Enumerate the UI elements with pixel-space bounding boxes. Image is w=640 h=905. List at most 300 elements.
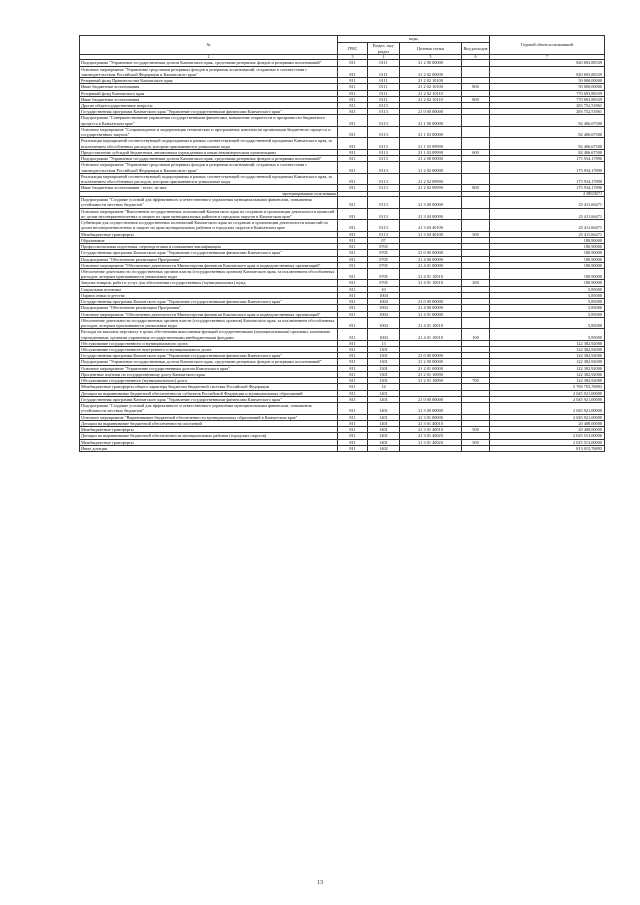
row-expense-type bbox=[462, 115, 490, 126]
row-amount: 5,85000 bbox=[490, 286, 605, 292]
row-amount: 5,85000 bbox=[490, 299, 605, 305]
row-section: 0111 bbox=[368, 78, 400, 84]
row-grbs: 811 bbox=[338, 280, 368, 286]
header-colnum-4: 4 bbox=[368, 55, 400, 60]
row-target-article: 21 2 02 09990 bbox=[400, 185, 462, 191]
row-section: 1401 bbox=[368, 414, 400, 420]
table-row bbox=[80, 173, 605, 184]
row-grbs: 811 bbox=[338, 96, 368, 102]
row-grbs: 811 bbox=[338, 231, 368, 237]
header-csr: Целевая статья bbox=[400, 43, 462, 55]
row-expense-type: 800 bbox=[462, 185, 490, 191]
row-section: 0111 bbox=[368, 60, 400, 66]
row-target-article: 21 3 01 40010 bbox=[400, 420, 462, 426]
row-name: Государственная программа Камчатского края "Управление государственными финансами Камчатского края" bbox=[80, 396, 338, 402]
row-name: Государственная программа Камчатского края "Управление государственными финансами Камчатского края" bbox=[80, 109, 338, 115]
row-name: Обеспечение деятельности государственных органов власти (государственных органов) Камчатского края, за исключением обособленных расходов, которым присваиваются уникальные коды bbox=[80, 317, 338, 328]
page-number: 13 bbox=[317, 880, 323, 886]
row-grbs: 811 bbox=[338, 109, 368, 115]
row-name: Предоставление субсидий бюджетным, автономным учреждениям и иным некоммерческим организациям bbox=[80, 149, 338, 155]
row-name: Расходы на выплаты персоналу в целях обеспечения выполнения функций государственными (муниципальными) органами, казенными учреждениями, органами управления государственными внебюджетными фондами bbox=[80, 329, 338, 340]
row-section: 1301 bbox=[368, 371, 400, 377]
row-grbs: 811 bbox=[338, 439, 368, 445]
row-amount: 180,90000 bbox=[490, 262, 605, 268]
row-target-article: 21 3 04 40100 bbox=[400, 220, 462, 231]
row-expense-type: 800 bbox=[462, 96, 490, 102]
row-target-article: 21 4 01 00000 bbox=[400, 262, 462, 268]
row-target-article: 21 4 01 10010 bbox=[400, 317, 462, 328]
row-section: 0113 bbox=[368, 173, 400, 184]
row-target-article: 21 0 00 00000 bbox=[400, 299, 462, 305]
row-section: 1401 bbox=[368, 439, 400, 445]
row-target-article: 21 0 00 00000 bbox=[400, 353, 462, 359]
row-target-article: 21 1 00 00000 bbox=[400, 115, 462, 126]
row-expense-type bbox=[462, 208, 490, 219]
row-expense-type bbox=[462, 126, 490, 137]
header-colnum-6: 6 bbox=[462, 55, 490, 60]
row-target-article: 21 4 01 10010 bbox=[400, 280, 462, 286]
row-name: Иные дотации bbox=[80, 445, 338, 451]
table-row bbox=[80, 197, 605, 208]
row-name: Основное мероприятие "Управление государственным долгом Камчатского края" bbox=[80, 365, 338, 371]
row-name: Иные бюджетные ассигнования bbox=[80, 96, 338, 102]
row-amount: 122 382,92000 bbox=[490, 365, 605, 371]
row-name: Подпрограмма "Управление государственным долгом Камчатского края, средствами резервных фондов и резервами ассигнований" bbox=[80, 60, 338, 66]
row-expense-type bbox=[462, 220, 490, 231]
budget-table-sheet bbox=[79, 35, 604, 452]
row-grbs: 811 bbox=[338, 365, 368, 371]
row-name: Иные бюджетные ассигнования - всего, из них: bbox=[80, 185, 338, 191]
row-amount: 82 406,67500 bbox=[490, 138, 605, 149]
row-target-article: 21 1 03 09990 bbox=[400, 149, 462, 155]
row-amount: 4 389,03071 bbox=[490, 191, 605, 197]
row-name: Подпрограмма "Обеспечение реализации Программы" bbox=[80, 305, 338, 311]
row-grbs: 811 bbox=[338, 156, 368, 162]
table-row bbox=[80, 162, 605, 173]
row-name: Закупка товаров, работ и услуг для обеспечения государственных (муниципальных) нужд bbox=[80, 280, 338, 286]
row-name: Подпрограмма "Управление государственным долгом Камчатского края, средствами резервных фондов и резервами ассигнований" bbox=[80, 359, 338, 365]
row-name: Иные бюджетные ассигнования bbox=[80, 84, 338, 90]
row-amount: 25 411,66471 bbox=[490, 197, 605, 208]
row-section: 1401 bbox=[368, 396, 400, 402]
row-grbs: 811 bbox=[338, 347, 368, 353]
row-amount: 122 382,92000 bbox=[490, 340, 605, 346]
row-section: 0111 bbox=[368, 96, 400, 102]
row-section: 0113 bbox=[368, 162, 400, 173]
row-grbs: 811 bbox=[338, 237, 368, 243]
row-grbs: 811 bbox=[338, 305, 368, 311]
row-name: Дотации на выравнивание бюджетной обеспеченности муниципальных районов (городских округов) bbox=[80, 433, 338, 439]
row-section: 14 bbox=[368, 384, 400, 390]
row-target-article: 21 2 01 10090 bbox=[400, 371, 462, 377]
row-section: 1004 bbox=[368, 311, 400, 317]
row-section: 1301 bbox=[368, 359, 400, 365]
row-amount: 175 934,17890 bbox=[490, 162, 605, 173]
row-grbs: 811 bbox=[338, 250, 368, 256]
row-amount: 20 408,00000 bbox=[490, 427, 605, 433]
row-section: 1401 bbox=[368, 427, 400, 433]
row-section: 1401 bbox=[368, 403, 400, 414]
row-target-article: 21 2 02 10110 bbox=[400, 90, 462, 96]
row-target-article bbox=[400, 445, 462, 451]
row-grbs: 811 bbox=[338, 262, 368, 268]
row-expense-type bbox=[462, 268, 490, 279]
row-name: Дотации на выравнивание бюджетной обеспеченности субъектов Российской Федерации и муниципальных образований bbox=[80, 390, 338, 396]
row-name: Обслуживание государственного и муниципального долга bbox=[80, 340, 338, 346]
row-target-article: 21 1 03 09990 bbox=[400, 138, 462, 149]
header-sum: Годовой объем ассигнований bbox=[490, 36, 605, 55]
row-expense-type bbox=[462, 403, 490, 414]
row-expense-type bbox=[462, 173, 490, 184]
row-section: 0705 bbox=[368, 250, 400, 256]
row-target-article: 21 3 04 40100 bbox=[400, 231, 462, 237]
row-grbs: 811 bbox=[338, 433, 368, 439]
row-amount: 5 769 703,76893 bbox=[490, 384, 605, 390]
row-grbs: 811 bbox=[338, 185, 368, 191]
row-target-article: 21 0 00 00000 bbox=[400, 396, 462, 402]
row-name: Обслуживание государственного (муниципального) долга bbox=[80, 378, 338, 384]
row-grbs: 811 bbox=[338, 90, 368, 96]
row-expense-type bbox=[462, 197, 490, 208]
row-amount: 82 406,67500 bbox=[490, 115, 605, 126]
row-amount: 2 045 921,00000 bbox=[490, 403, 605, 414]
row-grbs: 811 bbox=[338, 103, 368, 109]
row-section: 1301 bbox=[368, 353, 400, 359]
row-section: 0705 bbox=[368, 244, 400, 250]
row-target-article: 21 2 02 00000 bbox=[400, 162, 462, 173]
table-row bbox=[80, 126, 605, 137]
row-amount: 82 406,67500 bbox=[490, 126, 605, 137]
row-section: 0113 bbox=[368, 149, 400, 155]
row-grbs: 811 bbox=[338, 317, 368, 328]
row-expense-type bbox=[462, 162, 490, 173]
row-target-article: 21 4 01 00000 bbox=[400, 311, 462, 317]
table-row bbox=[80, 208, 605, 219]
header-colnum-3: 3 bbox=[338, 55, 368, 60]
row-name: Основное мероприятие "Выполнение государственных полномочий Камчатского края по созданию и организации деятельности комиссий по делам несовершеннолетних и защите их прав муниципальных районов и городских округов в Камчатском крае" bbox=[80, 208, 338, 219]
row-section: 0111 bbox=[368, 84, 400, 90]
row-grbs: 811 bbox=[338, 378, 368, 384]
row-expense-type: 600 bbox=[462, 149, 490, 155]
header-colnum-2: 2 bbox=[80, 55, 338, 60]
row-grbs: 811 bbox=[338, 329, 368, 340]
row-section: 0113 bbox=[368, 138, 400, 149]
row-section: 1301 bbox=[368, 347, 400, 353]
row-section: 13 bbox=[368, 340, 400, 346]
row-amount: 50 000,00000 bbox=[490, 84, 605, 90]
row-expense-type: 500 bbox=[462, 427, 490, 433]
row-expense-type: 100 bbox=[462, 329, 490, 340]
row-name: Межбюджетные трансферты bbox=[80, 439, 338, 445]
row-target-article: 21 2 00 00000 bbox=[400, 60, 462, 66]
budget-table bbox=[79, 35, 605, 452]
row-expense-type: 500 bbox=[462, 439, 490, 445]
row-section: 0111 bbox=[368, 90, 400, 96]
row-target-article: 21 2 00 00000 bbox=[400, 156, 462, 162]
row-name: Государственная программа Камчатского края "Управление государственными финансами Камчатского края" bbox=[80, 299, 338, 305]
row-section: 0113 bbox=[368, 185, 400, 191]
row-section: 0113 bbox=[368, 156, 400, 162]
row-section: 0113 bbox=[368, 109, 400, 115]
row-grbs: 811 bbox=[338, 311, 368, 317]
row-target-article: 21 3 01 40020 bbox=[400, 439, 462, 445]
row-amount: 25 411,66471 bbox=[490, 208, 605, 219]
row-amount: 283 752,51861 bbox=[490, 103, 605, 109]
table-row bbox=[80, 329, 605, 340]
row-amount: 122 382,92000 bbox=[490, 347, 605, 353]
row-amount: 5,85000 bbox=[490, 292, 605, 298]
row-grbs: 811 bbox=[338, 403, 368, 414]
row-amount: 180,90000 bbox=[490, 237, 605, 243]
row-amount: 25 411,66471 bbox=[490, 231, 605, 237]
row-amount: 175 934,17890 bbox=[490, 156, 605, 162]
row-grbs: 811 bbox=[338, 340, 368, 346]
row-target-article: 21 3 01 00000 bbox=[400, 414, 462, 420]
row-amount: 2 025 513,00000 bbox=[490, 439, 605, 445]
row-grbs: 811 bbox=[338, 256, 368, 262]
row-target-article: 21 2 02 00000 bbox=[400, 66, 462, 77]
row-amount: 180,90000 bbox=[490, 250, 605, 256]
row-grbs: 811 bbox=[338, 162, 368, 173]
row-name: Субвенции для осуществления государственных полномочий Камчатского края по созданию и организации деятельности комиссий по делам несовершеннолетних и защите их прав муниципальных районов и городских округов в Камчатском крае bbox=[80, 220, 338, 231]
row-name: Дотации на выравнивание бюджетной обеспеченности поселений bbox=[80, 420, 338, 426]
row-target-article: 21 2 01 00000 bbox=[400, 365, 462, 371]
row-name: Резервный фонд Камчатского края bbox=[80, 90, 338, 96]
row-grbs: 811 bbox=[338, 197, 368, 208]
row-name: Обеспечение деятельности государственных органов власти (государственных органов) Камчатского края, за исключением обособленных расходов, которым присваиваются уникальные коды bbox=[80, 268, 338, 279]
header-vr: Вид расходов bbox=[462, 43, 490, 55]
row-grbs: 811 bbox=[338, 149, 368, 155]
row-name: Охрана семьи и детства bbox=[80, 292, 338, 298]
row-name: Подпрограмма "Создание условий для эффективного и ответственного управления муниципальными финансами, повышения устойчивости местных бюджетов" bbox=[80, 197, 338, 208]
header-codes: коды bbox=[338, 36, 490, 43]
row-grbs: 811 bbox=[338, 138, 368, 149]
row-target-article: 21 4 01 10010 bbox=[400, 329, 462, 340]
row-name: Резервный фонд Правительства Камчатского края bbox=[80, 78, 338, 84]
row-name: Подпрограмма "Создание условий для эффективного и ответственного управления муниципальными финансами, повышения устойчивости местных бюджетов" bbox=[80, 403, 338, 414]
row-grbs: 811 bbox=[338, 420, 368, 426]
row-grbs: 811 bbox=[338, 292, 368, 298]
row-amount: 82 406,67500 bbox=[490, 149, 605, 155]
row-section: 1004 bbox=[368, 317, 400, 328]
row-amount: 820 693,88339 bbox=[490, 60, 605, 66]
row-name: Другие общегосударственные вопросы bbox=[80, 103, 338, 109]
row-amount: 25 411,66471 bbox=[490, 220, 605, 231]
table-row bbox=[80, 445, 605, 451]
row-expense-type: 700 bbox=[462, 378, 490, 384]
row-amount: 770 693,88339 bbox=[490, 90, 605, 96]
row-amount: 2 025 513,00000 bbox=[490, 433, 605, 439]
row-expense-type bbox=[462, 138, 490, 149]
row-name: Образование bbox=[80, 237, 338, 243]
row-name: Процентные платежи по государственному долгу Камчатского края bbox=[80, 371, 338, 377]
row-name: Социальная политика bbox=[80, 286, 338, 292]
row-target-article: 21 3 00 00000 bbox=[400, 403, 462, 414]
row-grbs: 811 bbox=[338, 220, 368, 231]
row-amount: 813 015,76893 bbox=[490, 445, 605, 451]
row-name: Государственная программа Камчатского края "Управление государственными финансами Камчатского края" bbox=[80, 250, 338, 256]
row-name: Межбюджетные трансферты bbox=[80, 231, 338, 237]
row-amount: 5,85000 bbox=[490, 311, 605, 317]
row-section: 0113 bbox=[368, 126, 400, 137]
row-section: 1402 bbox=[368, 445, 400, 451]
header-grbs: ГРБС bbox=[338, 43, 368, 55]
row-name: Подпрограмма "Управление государственным долгом Камчатского края, средствами резервных фондов и резервами ассигнований" bbox=[80, 156, 338, 162]
row-section: 0705 bbox=[368, 268, 400, 279]
table-row bbox=[80, 115, 605, 126]
row-name: Основное мероприятие "Обеспечение деятельности Министерства финансов Камчатского края и подведомственных организаций" bbox=[80, 311, 338, 317]
row-expense-type bbox=[462, 445, 490, 451]
row-target-article: 21 2 02 10100 bbox=[400, 78, 462, 84]
row-expense-type: 500 bbox=[462, 231, 490, 237]
table-row bbox=[80, 317, 605, 328]
row-name: Межбюджетные трансферты bbox=[80, 427, 338, 433]
row-target-article: 21 2 02 10110 bbox=[400, 96, 462, 102]
row-grbs: 811 bbox=[338, 115, 368, 126]
row-name: Подпрограмма "Обеспечение реализации Программы" bbox=[80, 256, 338, 262]
row-name: Государственная программа Камчатского края "Управление государственными финансами Камчатского края" bbox=[80, 353, 338, 359]
row-section: 0113 bbox=[368, 220, 400, 231]
row-expense-type bbox=[462, 66, 490, 77]
table-row bbox=[80, 220, 605, 231]
row-amount: 175 934,17890 bbox=[490, 173, 605, 184]
row-grbs: 811 bbox=[338, 126, 368, 137]
row-grbs: 811 bbox=[338, 299, 368, 305]
row-grbs: 811 bbox=[338, 371, 368, 377]
row-amount: 180,90000 bbox=[490, 244, 605, 250]
row-name: Реализация мероприятий соответствующей подпрограммы в рамках соответствующей государственной программы Камчатского края, за исключением обособленных расходов, которым присваиваются уникальные коды bbox=[80, 138, 338, 149]
row-amount: 122 382,92000 bbox=[490, 359, 605, 365]
row-target-article: 21 3 00 00000 bbox=[400, 197, 462, 208]
row-section: 1401 bbox=[368, 390, 400, 396]
row-target-article: 21 0 00 00000 bbox=[400, 109, 462, 115]
row-name: Реализация мероприятий соответствующей подпрограммы в рамках соответствующей государственной программы Камчатского края, за исключением обособленных расходов, которым присваиваются уникальные коды bbox=[80, 173, 338, 184]
row-amount: 770 693,88339 bbox=[490, 96, 605, 102]
row-amount: 20 408,00000 bbox=[490, 420, 605, 426]
row-grbs: 811 bbox=[338, 359, 368, 365]
row-name: Основное мероприятие "Сопровождение и модернизация технических и программных комплексов организации бюджетного процесса и государственных закупок" bbox=[80, 126, 338, 137]
row-section: 1004 bbox=[368, 305, 400, 311]
row-amount: 5,85000 bbox=[490, 305, 605, 311]
row-section: 1401 bbox=[368, 420, 400, 426]
row-amount: 820 693,88339 bbox=[490, 66, 605, 77]
row-amount: 50 000,00000 bbox=[490, 78, 605, 84]
row-target-article: 21 0 00 00000 bbox=[400, 250, 462, 256]
row-amount: 180,90000 bbox=[490, 256, 605, 262]
row-grbs: 811 bbox=[338, 84, 368, 90]
row-name: Основное мероприятие "Управление средствами резервных фондов и резервами ассигнований, созданных в соответствии с законодательством Российской Федерации и Камчатского края" bbox=[80, 66, 338, 77]
row-section: 0113 bbox=[368, 197, 400, 208]
row-name: Основное мероприятие "Обеспечение деятельности Министерства финансов Камчатского края и подведомственных организаций" bbox=[80, 262, 338, 268]
header-razd: Раздел, под-раздел bbox=[368, 43, 400, 55]
row-target-article: 21 2 00 00000 bbox=[400, 359, 462, 365]
row-name: Профессиональная подготовка, переподготовка и повышение квалификации bbox=[80, 244, 338, 250]
row-section: 0113 bbox=[368, 103, 400, 109]
row-grbs: 811 bbox=[338, 286, 368, 292]
row-grbs: 811 bbox=[338, 78, 368, 84]
row-amount: 2 045 921,00000 bbox=[490, 396, 605, 402]
row-section: 0113 bbox=[368, 231, 400, 237]
row-grbs: 811 bbox=[338, 384, 368, 390]
row-name: Основное мероприятие "Управление средствами резервных фондов и резервами ассигнований, созданных в соответствии с законодательством Российской Федерации и Камчатского края" bbox=[80, 162, 338, 173]
row-target-article: 21 2 01 10090 bbox=[400, 378, 462, 384]
row-section: 0705 bbox=[368, 280, 400, 286]
row-amount: 122 382,92000 bbox=[490, 378, 605, 384]
row-amount: 122 382,92000 bbox=[490, 371, 605, 377]
row-section: 1004 bbox=[368, 329, 400, 340]
row-name: Основное мероприятие "Выравнивание бюджетной обеспеченности муниципальных образований в Камчатском крае" bbox=[80, 414, 338, 420]
row-section: 07 bbox=[368, 237, 400, 243]
row-name: Подпрограмма "Совершенствование управления государственными финансами, повышение открытости и прозрачности бюджетного процесса в Камчатском крае" bbox=[80, 115, 338, 126]
row-grbs: 811 bbox=[338, 60, 368, 66]
row-target-article: 21 4 01 10010 bbox=[400, 268, 462, 279]
row-section: 0705 bbox=[368, 262, 400, 268]
row-target-article: 21 2 02 10100 bbox=[400, 84, 462, 90]
row-amount: 180,90000 bbox=[490, 280, 605, 286]
header-colnum-5: 5 bbox=[400, 55, 462, 60]
row-amount: 283 752,51861 bbox=[490, 109, 605, 115]
row-section: 1004 bbox=[368, 292, 400, 298]
row-grbs: 811 bbox=[338, 268, 368, 279]
row-target-article: 21 3 04 00000 bbox=[400, 208, 462, 219]
header-colnum-7: 7 bbox=[490, 55, 605, 60]
table-row bbox=[80, 403, 605, 414]
row-target-article: 21 1 03 00000 bbox=[400, 126, 462, 137]
row-grbs: 811 bbox=[338, 445, 368, 451]
row-grbs: 811 bbox=[338, 427, 368, 433]
row-amount: 180,90000 bbox=[490, 268, 605, 279]
row-name: зарезервированные ассигнования bbox=[80, 191, 338, 197]
row-section: 1301 bbox=[368, 365, 400, 371]
row-grbs: 811 bbox=[338, 208, 368, 219]
row-grbs: 811 bbox=[338, 66, 368, 77]
row-amount: 5,85000 bbox=[490, 317, 605, 328]
row-section: 0705 bbox=[368, 256, 400, 262]
row-section: 10 bbox=[368, 286, 400, 292]
row-expense-type: 200 bbox=[462, 280, 490, 286]
row-section: 0113 bbox=[368, 208, 400, 219]
table-row bbox=[80, 268, 605, 279]
row-expense-type bbox=[462, 317, 490, 328]
row-target-article: 21 4 00 00000 bbox=[400, 256, 462, 262]
row-target-article: 21 3 01 40010 bbox=[400, 427, 462, 433]
row-target-article: 21 2 02 09990 bbox=[400, 173, 462, 184]
row-name: Обслуживание государственного внутреннего и муниципального долга bbox=[80, 347, 338, 353]
budget-table-body bbox=[80, 60, 605, 452]
row-section: 0113 bbox=[368, 115, 400, 126]
table-row bbox=[80, 66, 605, 77]
header-no: № bbox=[80, 36, 338, 55]
row-section: 1301 bbox=[368, 378, 400, 384]
row-amount: 175 934,17890 bbox=[490, 185, 605, 191]
row-section: 0111 bbox=[368, 66, 400, 77]
row-expense-type: 800 bbox=[462, 84, 490, 90]
row-name: Межбюджетные трансферты общего характера бюджетам бюджетной системы Российской Федерации bbox=[80, 384, 338, 390]
row-amount: 5,85000 bbox=[490, 329, 605, 340]
row-target-article: 21 4 00 00000 bbox=[400, 305, 462, 311]
row-grbs: 811 bbox=[338, 244, 368, 250]
row-amount: 122 382,92000 bbox=[490, 353, 605, 359]
row-amount: 2 045 921,00000 bbox=[490, 390, 605, 396]
row-grbs: 811 bbox=[338, 353, 368, 359]
row-grbs: 811 bbox=[338, 396, 368, 402]
row-grbs: 811 bbox=[338, 414, 368, 420]
row-grbs: 811 bbox=[338, 390, 368, 396]
row-grbs: 811 bbox=[338, 173, 368, 184]
table-row bbox=[80, 138, 605, 149]
row-amount: 2 045 921,00000 bbox=[490, 414, 605, 420]
row-section: 1004 bbox=[368, 299, 400, 305]
